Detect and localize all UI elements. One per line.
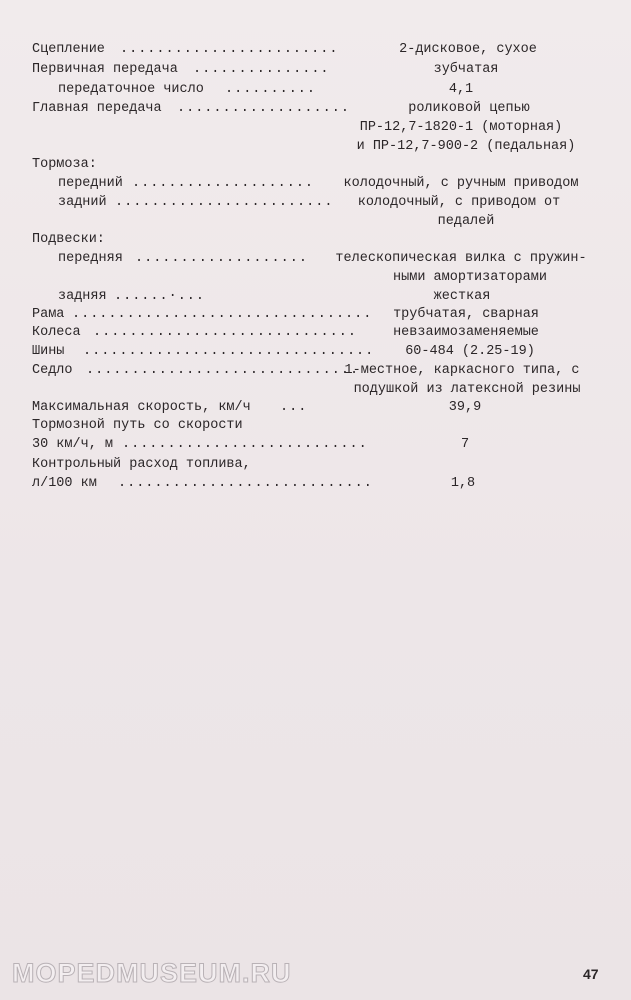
spec-value: 39,9 (448, 400, 482, 415)
spec-label: задняя (58, 289, 107, 304)
spec-value: 1,8 (450, 476, 476, 491)
spec-value: телескопическая вилка с пружин- (335, 251, 587, 266)
spec-label: Колеса (32, 325, 81, 340)
spec-value: жесткая (433, 289, 491, 304)
spec-row (0, 99, 631, 119)
leader-dots: .................... (132, 176, 315, 191)
leader-dots: .............................. (86, 363, 360, 378)
spec-row (0, 323, 631, 343)
spec-row (0, 40, 631, 60)
spec-row (0, 416, 631, 436)
spec-label: Рама (32, 307, 65, 322)
spec-label: Первичная передача (32, 62, 178, 77)
spec-row (0, 435, 631, 455)
spec-row (0, 118, 631, 138)
spec-row (0, 137, 631, 157)
spec-value: ными амортизаторами (393, 270, 547, 285)
spec-label: Подвески: (32, 232, 105, 247)
leader-dots: ................................ (83, 344, 375, 359)
spec-value: колодочный, с приводом от (357, 195, 561, 210)
spec-row (0, 80, 631, 100)
spec-label: передняя (58, 251, 123, 266)
page-number: 47 (583, 966, 599, 982)
spec-row (0, 455, 631, 475)
spec-label: Сцепление (32, 42, 105, 57)
spec-row (0, 249, 631, 269)
spec-value: подушкой из латексной резины (353, 382, 581, 397)
spec-label: Максимальная скорость, км/ч (32, 400, 251, 415)
spec-value: зубчатая (433, 62, 499, 77)
spec-value: педалей (437, 214, 495, 229)
spec-row (0, 60, 631, 80)
spec-row (0, 287, 631, 307)
leader-dots: ............................ (118, 476, 373, 491)
spec-value: 7 (460, 437, 470, 452)
spec-label: Контрольный расход топлива, (32, 457, 251, 472)
spec-value: колодочный, с ручным приводом (343, 176, 579, 191)
spec-row (0, 398, 631, 418)
leader-dots: ............... (193, 62, 330, 77)
spec-label: задний (58, 195, 107, 210)
spec-row (0, 212, 631, 232)
spec-row (0, 268, 631, 288)
spec-value: 4,1 (448, 82, 474, 97)
spec-value: ПР-12,7-1820-1 (моторная) (359, 120, 563, 135)
leader-dots: ........................ (120, 42, 339, 57)
spec-row (0, 361, 631, 381)
spec-label: Главная передача (32, 101, 162, 116)
spec-row (0, 380, 631, 400)
spec-value: трубчатая, сварная (393, 307, 539, 322)
spec-value: 60-484 (2.25-19) (405, 344, 535, 359)
leader-dots: ................... (177, 101, 350, 116)
spec-label: Шины (32, 344, 65, 359)
leader-dots: ........................... (122, 437, 368, 452)
spec-row (0, 155, 631, 175)
spec-value: и ПР-12,7-900-2 (педальная) (356, 139, 576, 154)
spec-value: 1-местное, каркасного типа, с (344, 363, 580, 378)
leader-dots: ... (280, 400, 308, 415)
spec-value: роликовой цепью (408, 101, 530, 116)
spec-value: 2-дисковое, сухое (399, 42, 537, 57)
spec-label: передаточное число (58, 82, 204, 97)
leader-dots: ................................. (72, 307, 373, 322)
spec-row (0, 230, 631, 250)
spec-label: л/100 км (32, 476, 97, 491)
leader-dots: ........................ (115, 195, 334, 210)
spec-row (0, 342, 631, 362)
spec-row (0, 305, 631, 325)
spec-label: Тормозной путь со скорости (32, 418, 243, 433)
leader-dots: .......... (225, 82, 317, 97)
leader-dots: ................... (135, 251, 308, 266)
spec-label: Седло (32, 363, 73, 378)
spec-row (0, 193, 631, 213)
leader-dots: ......·... (114, 289, 206, 304)
spec-value: невзаимозаменяемые (393, 325, 539, 340)
spec-row (0, 174, 631, 194)
leader-dots: ............................. (93, 325, 357, 340)
spec-label: 30 км/ч, м (32, 437, 114, 452)
spec-label: Тормоза: (32, 157, 97, 172)
spec-label: передний (58, 176, 123, 191)
spec-row (0, 474, 631, 494)
watermark: MOPEDMUSEUM.RU (12, 958, 292, 988)
